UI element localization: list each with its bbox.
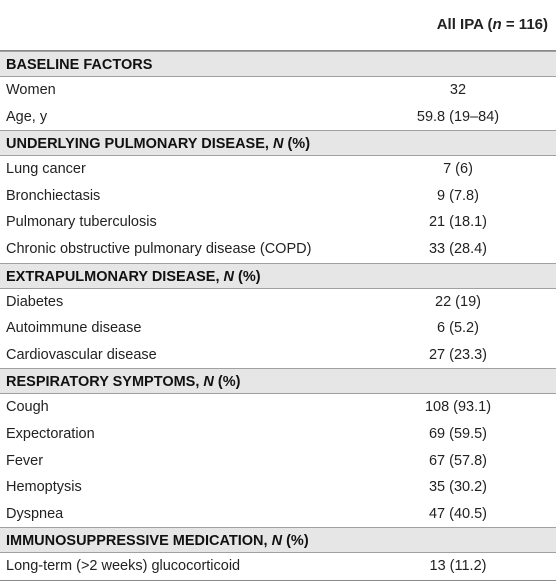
- row-label: Dyspnea: [6, 505, 64, 522]
- column-header-n-symbol: n: [492, 16, 502, 33]
- column-header-prefix: All IPA (: [436, 16, 493, 33]
- section-header-respiratory-symptoms: [0, 368, 556, 394]
- table-row: [0, 421, 556, 448]
- row-value: 9 (7.8): [437, 187, 479, 204]
- table-row: [0, 289, 556, 316]
- row-label: Pulmonary tuberculosis: [6, 214, 157, 231]
- section-title-suffix: (%): [213, 374, 241, 391]
- column-header-all-ipa: [437, 0, 548, 50]
- section-title: BASELINE FACTORS: [6, 57, 153, 73]
- row-label: Expectoration: [6, 425, 95, 442]
- row-label: Fever: [6, 452, 44, 469]
- table-row: [0, 236, 556, 263]
- section-title-suffix: (%): [283, 136, 311, 153]
- section-header-underlying-pulmonary-disease: [0, 130, 556, 156]
- table-row: [0, 183, 556, 210]
- row-value: 108 (93.1): [424, 399, 492, 416]
- row-value: 7 (6): [443, 161, 473, 178]
- table-header-row: [0, 0, 556, 51]
- table-row: [0, 553, 556, 581]
- row-label: Age, y: [6, 108, 48, 125]
- table-row: [0, 448, 556, 475]
- row-label: Women: [6, 82, 56, 98]
- row-value: 59.8 (19–84): [416, 108, 500, 125]
- table-row: [0, 501, 556, 528]
- section-title-n-symbol: N: [223, 268, 235, 285]
- row-label: Long-term (>2 weeks) glucocorticoid: [6, 558, 241, 575]
- table-row: [0, 156, 556, 183]
- row-label: Hemoptysis: [6, 479, 82, 496]
- row-value: 35 (30.2): [428, 479, 488, 496]
- row-value: 33 (28.4): [428, 240, 488, 257]
- section-header-baseline-factors: [0, 51, 556, 77]
- row-label: Chronic obstructive pulmonary disease (COPD): [6, 240, 312, 257]
- row-value: 13 (11.2): [429, 558, 487, 575]
- table-row: [0, 104, 556, 131]
- section-title: UNDERLYING PULMONARY DISEASE,: [6, 136, 273, 153]
- row-value: 27 (23.3): [428, 346, 488, 363]
- section-title-suffix: (%): [234, 268, 261, 285]
- row-label: Diabetes: [6, 293, 64, 310]
- section-title-suffix: (%): [282, 533, 309, 550]
- row-value: 6 (5.2): [437, 320, 479, 337]
- row-value: 22 (19): [435, 293, 481, 310]
- row-label: Bronchiectasis: [6, 187, 101, 204]
- table-row: [0, 342, 556, 369]
- section-title-n-symbol: N: [272, 136, 284, 153]
- column-header-suffix: = 116): [501, 16, 548, 33]
- table-row: [0, 394, 556, 421]
- section-title: IMMUNOSUPPRESSIVE MEDICATION,: [6, 533, 272, 550]
- row-value: 32: [449, 82, 467, 98]
- table-row: [0, 474, 556, 501]
- section-header-extrapulmonary-disease: [0, 263, 556, 289]
- row-value: 21 (18.1): [428, 214, 488, 231]
- table-row: [0, 77, 556, 104]
- row-label: Cardiovascular disease: [6, 346, 157, 363]
- section-header-immunosuppressive-medication: [0, 527, 556, 553]
- table-row: [0, 209, 556, 236]
- row-value: 47 (40.5): [428, 505, 488, 522]
- row-label: Lung cancer: [6, 161, 86, 178]
- table-row: [0, 315, 556, 342]
- row-label: Autoimmune disease: [6, 320, 142, 337]
- row-value: 67 (57.8): [428, 452, 488, 469]
- section-title: EXTRAPULMONARY DISEASE,: [6, 268, 224, 285]
- section-title: RESPIRATORY SYMPTOMS,: [6, 374, 204, 391]
- row-label: Cough: [6, 399, 49, 416]
- row-value: 69 (59.5): [428, 425, 488, 442]
- section-title-n-symbol: N: [271, 533, 283, 550]
- section-title-n-symbol: N: [203, 374, 214, 391]
